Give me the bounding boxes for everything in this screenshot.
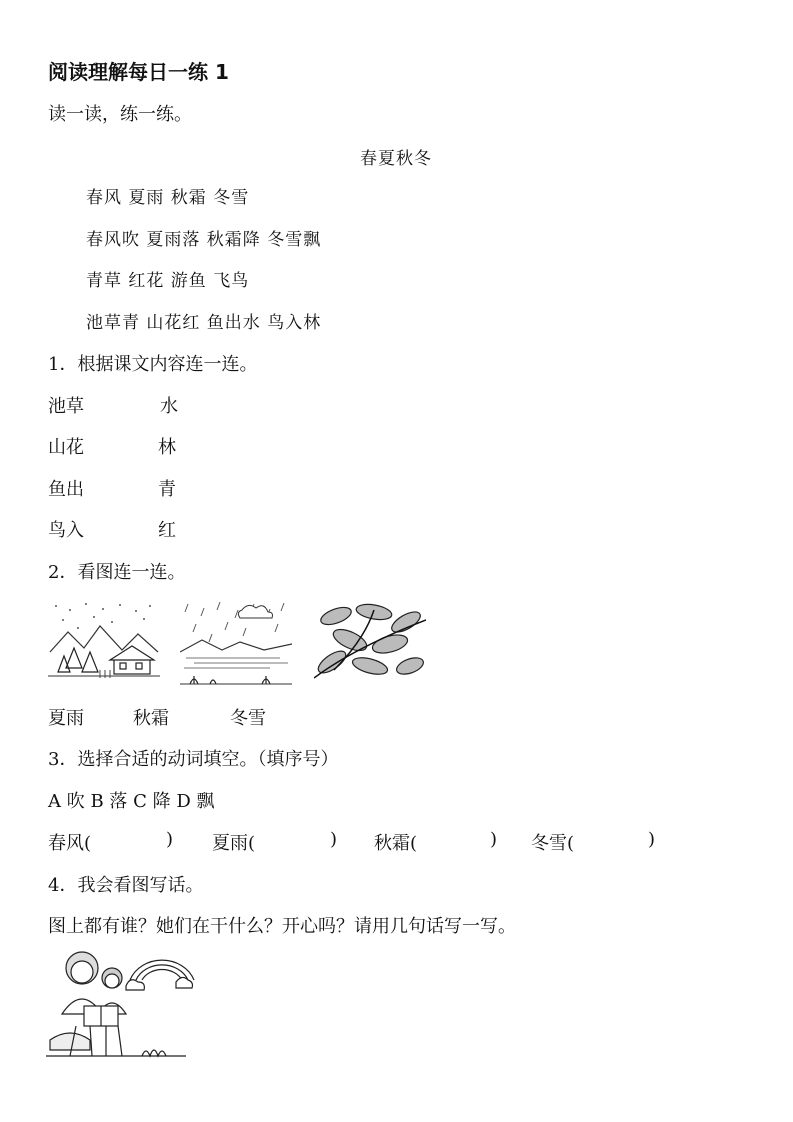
question-2-prompt: 2．看图连一连。 [48, 562, 186, 583]
poem-line: 池草青 山花红 鱼出水 鸟入林 [86, 313, 322, 333]
picture-label[interactable]: 秋霜 [133, 708, 169, 729]
fill-blank-label: 冬雪( [531, 833, 575, 854]
match-left-item[interactable]: 鸟入 [48, 520, 84, 541]
poem-line: 青草 红花 游鱼 飞鸟 [86, 271, 250, 291]
match-right-item[interactable]: 青 [158, 479, 176, 500]
verb-options: A 吹 B 落 C 降 D 飘 [48, 791, 215, 812]
rainy-lake-picture[interactable] [180, 600, 292, 686]
fill-blank-close: ) [648, 829, 656, 850]
match-left-item[interactable]: 山花 [48, 437, 84, 458]
snowy-village-picture[interactable] [48, 600, 160, 682]
frosted-leaves-picture[interactable] [314, 600, 426, 680]
question-4-prompt: 4．我会看图写话。 [48, 875, 204, 896]
match-left-item[interactable]: 鱼出 [48, 479, 84, 500]
fill-blank-label: 夏雨( [212, 833, 256, 854]
fill-blank-close: ) [490, 829, 498, 850]
page-title: 阅读理解每日一练 1 [48, 60, 229, 84]
match-left-item[interactable]: 池草 [48, 396, 84, 417]
fill-blank-close: ) [166, 829, 174, 850]
match-right-item[interactable]: 林 [158, 437, 176, 458]
match-right-item[interactable]: 水 [160, 396, 178, 417]
fill-blank-close: ) [330, 829, 338, 850]
poem-title: 春夏秋冬 [360, 149, 432, 169]
instruction: 读一读，练一练。 [48, 104, 192, 125]
question-1-prompt: 1．根据课文内容连一连。 [48, 354, 258, 375]
poem-line: 春风 夏雨 秋霜 冬雪 [86, 188, 250, 208]
picture-label[interactable]: 夏雨 [48, 708, 84, 729]
mother-daughter-reading-picture [46, 944, 196, 1060]
question-4-text: 图上都有谁？她们在干什么？开心吗？请用几句话写一写。 [48, 916, 516, 937]
poem-line: 春风吹 夏雨落 秋霜降 冬雪飘 [86, 230, 322, 250]
match-right-item[interactable]: 红 [158, 520, 176, 541]
picture-label[interactable]: 冬雪 [230, 708, 266, 729]
question-3-prompt: 3．选择合适的动词填空。（填序号） [48, 749, 339, 770]
fill-blank-label: 秋霜( [374, 833, 418, 854]
fill-blank-label: 春风( [48, 833, 92, 854]
